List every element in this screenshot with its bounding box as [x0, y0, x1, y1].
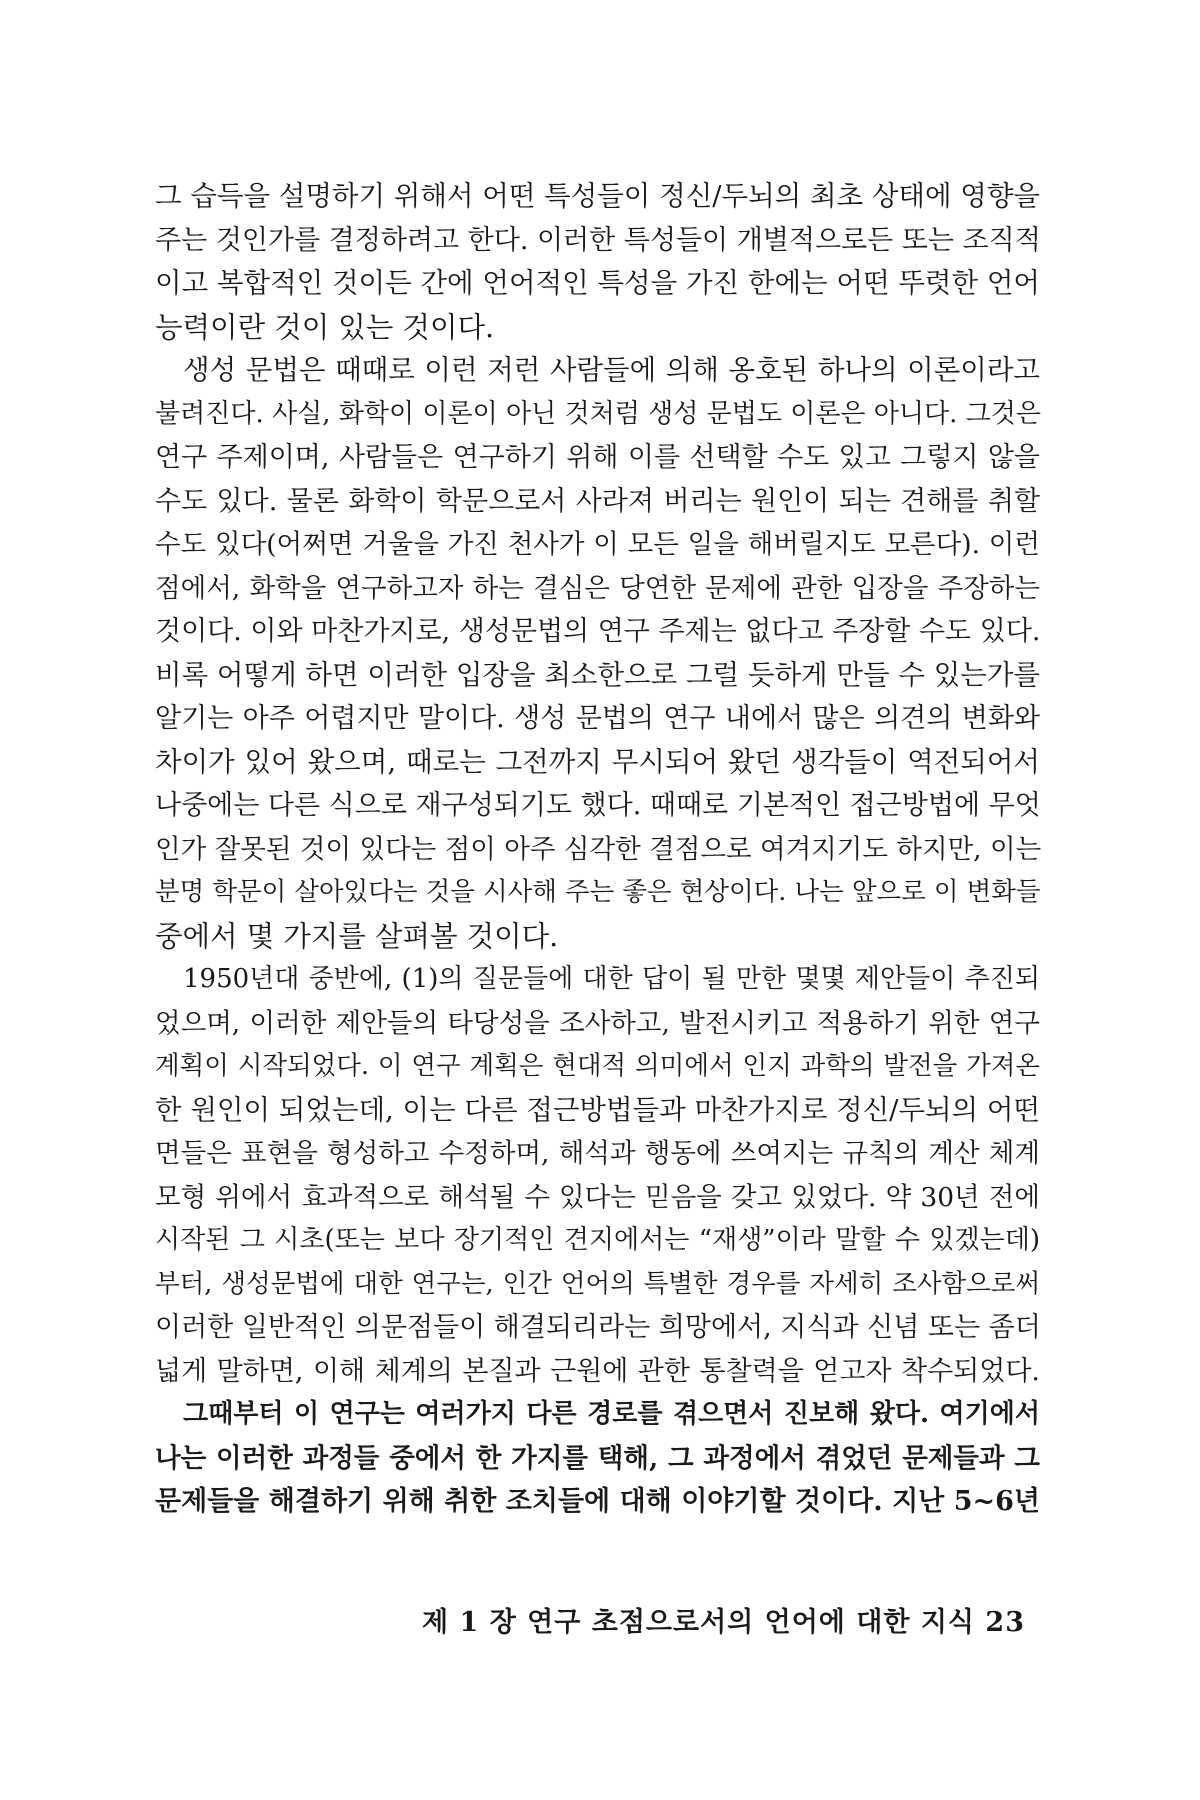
- text-line: 이고 복합적인 것이든 간에 언어적인 특성을 가진 한에는 어떤 뚜렷한 언어: [155, 267, 1040, 299]
- text-line: 부터, 생성문법에 대한 연구는, 인간 언어의 특별한 경우를 자세히 조사함으로써: [155, 1268, 1040, 1299]
- text-line: 그 습득을 설명하기 위해서 어떤 특성들이 정신/두뇌의 최초 상태에 영향을: [155, 180, 1040, 212]
- text-line: 었으며, 이러한 제안들의 타당성을 조사하고, 발전시키고 적용하기 위한 연구: [155, 1007, 1040, 1039]
- text-line: 중에서 몇 가지를 살펴볼 것이다.: [155, 919, 559, 953]
- body-text: [155, 175, 1040, 1524]
- text-line: 계획이 시작되었다. 이 연구 계획은 현대적 의미에서 인지 과학의 발전을 가져온: [155, 1051, 1040, 1081]
- paragraph-start-line: 1950년대 중반에, (1)의 질문들에 대한 답이 될 만한 몇몇 제안들이 추진되: [183, 964, 1040, 994]
- text-line: 것이다. 이와 마찬가지로, 생성문법의 연구 주제는 없다고 주장할 수도 있다.: [155, 616, 1041, 647]
- text-line: 비록 어떻게 하면 이러한 입장을 최소한으로 그럴 듯하게 만들 수 있는가를: [155, 658, 1040, 691]
- page-footer: [155, 1600, 1025, 1639]
- text-line: 능력이란 것이 있는 것이다.: [155, 310, 495, 344]
- text-line: 나는 이러한 과정들 중에서 한 가지를 택해, 그 과정에서 겪었던 문제들과 그: [155, 1442, 1040, 1474]
- paragraph-start-line: 그때부터 이 연구는 여러가지 다른 경로를 겪으면서 진보해 왔다. 여기에서: [183, 1399, 1040, 1429]
- text-line: 연구 주제이며, 사람들은 연구하기 위해 이를 선택할 수도 있고 그렇지 않을: [155, 442, 1040, 473]
- text-line: 넓게 말하면, 이해 체계의 본질과 근원에 관한 통찰력을 얻고자 착수되었다.: [155, 1355, 1040, 1387]
- text-line: 주는 것인가를 결정하려고 한다. 이러한 특성들이 개별적으로든 또는 조직적: [155, 224, 1041, 256]
- text-line: 한 원인이 되었는데, 이는 다른 접근방법들과 마찬가지로 정신/두뇌의 어떤: [155, 1093, 1040, 1126]
- text-line: 차이가 있어 왔으며, 때로는 그전까지 무시되어 왔던 생각들이 역전되어서: [155, 745, 1040, 778]
- text-line: 분명 학문이 살아있다는 것을 시사해 주는 좋은 현상이다. 나는 앞으로 이 변화들: [155, 877, 1041, 907]
- text-line: 수도 있다(어쩌면 거울을 가진 천사가 이 모든 일을 해버릴지도 모른다). 이런: [155, 529, 1040, 560]
- paragraph-start-line: 생성 문법은 때때로 이런 저런 사람들에 의해 옹호된 하나의 이론이라고: [183, 354, 1040, 386]
- text-line: 수도 있다. 물론 화학이 학문으로서 사라져 버리는 원인이 되는 견해를 취할: [155, 485, 1040, 517]
- text-line: 이러한 일반적인 의문점들이 해결되리라는 희망에서, 지식과 신념 또는 좀더: [155, 1312, 1041, 1343]
- page-number: 23: [985, 1607, 1025, 1638]
- text-line: 면들은 표현을 형성하고 수정하며, 해석과 행동에 쓰여지는 규칙의 계산 체계: [155, 1138, 1040, 1169]
- running-head: 제 1 장 연구 초점으로서의 언어에 대한 지식: [422, 1607, 976, 1638]
- text-line: 불려진다. 사실, 화학이 이론이 아닌 것처럼 생성 문법도 이론은 아니다. 그것은: [155, 398, 1042, 429]
- text-line: 나중에는 다른 식으로 재구성되기도 했다. 때때로 기본적인 접근방법에 무엇: [155, 790, 1041, 821]
- text-line: 알기는 아주 어렵지만 말이다. 생성 문법의 연구 내에서 많은 의견의 변화와: [155, 703, 1040, 734]
- text-line: 문제들을 해결하기 위해 취한 조치들에 대해 이야기할 것이다. 지난 5~6년: [155, 1486, 1040, 1517]
- text-line: 인가 잘못된 것이 있다는 점이 아주 심각한 결점으로 여겨지기도 하지만, 이는: [155, 833, 1042, 865]
- text-line: 시작된 그 시초(또는 보다 장기적인 견지에서는 “재생”이라 말할 수 있겠는데): [155, 1225, 1040, 1255]
- text-line: 모형 위에서 효과적으로 해석될 수 있다는 믿음을 갖고 있었다. 약 30년 전에: [155, 1181, 1040, 1213]
- text-line: 점에서, 화학을 연구하고자 하는 결심은 당연한 문제에 관한 입장을 주장하는: [155, 572, 1040, 604]
